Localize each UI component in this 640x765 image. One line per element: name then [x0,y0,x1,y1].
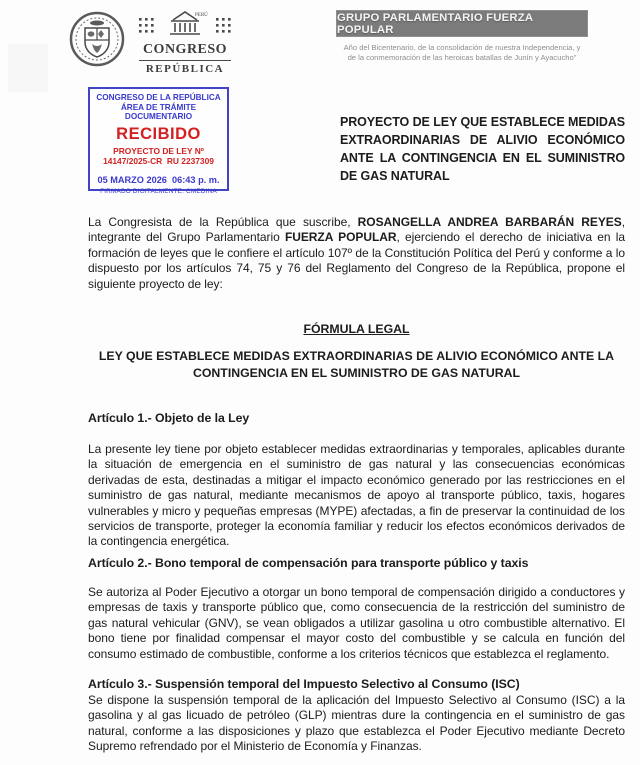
congress-wordmark [133,10,237,75]
wordmark-divider [139,60,231,61]
intro-part-1: La Congresista de la República que suscribe, [88,215,358,229]
formula-legal-heading [88,322,625,336]
stamp-datetime: 05 MARZO 2026 06:43 p. m. [97,174,220,185]
article-1-body: La presente ley tiene por objeto establecer medidas extraordinarias y temporales, aplicables durante la situación de emergencia en el suministro de gas natural y las consecuencias económicas derivadas de esta, destinadas a mitigar el impacto económico generado por las restricciones en el suministro de gas natural, mediante mecanismos de apoyo al transporte público, taxis, hogares vulnerables y micro y pequeñas empresas (MYPE) afectadas, a fin de preservar la continuidad de los servicios de transporte, proteger la economía familiar y reducir los efectos económicos derivados de la contingencia energética. [88,442,625,549]
intro-paragraph [88,215,625,292]
stamp-project-number: 14147/2025-CR RU 2237309 [103,155,214,166]
intro-part-5: , ejerciendo el derecho de iniciativa en la formación de leyes que le confiere el artículo 107º de la Constitución Política del Perú y conforme a lo dispuesto por los artículos 74, 75 y 76 del Reglamento del Congreso de la República, propone el siguiente proyecto de ley: [88,230,625,291]
scan-artifact [8,44,48,92]
parliamentary-group-name: FUERZA POPULAR [284,230,397,245]
motto-line-2: de la conmemoración de las heroicas batallas de Junín y Ayacucho" [347,52,577,62]
stamp-received-label: RECIBIDO [116,124,201,143]
stamp-project-label: PROYECTO DE LEY Nº [113,145,204,156]
reception-stamp [88,87,229,195]
article-2-heading: Artículo 2.- Bono temporal de compensación para transporte público y taxis [88,556,529,570]
parliamentary-group-banner: GRUPO PARLAMENTARIO FUERZA POPULAR [336,10,588,37]
motto-line-1: Año del Bicentenario, de la consolidación de nuestra Independencia, y [343,43,581,52]
article-1-heading: Artículo 1.- Objeto de la Ley [88,411,250,425]
article-3-body: Se dispone la suspensión temporal de la aplicación del Impuesto Selectivo al Consumo (ISC) a la gasolina y al gas licuado de petróleo (GLP) mientras dure la contingencia en el suministro de gas natural, conforme a las disposiciones y plazo que establezca el Poder Ejecutivo mediante Decreto Supremo refrendado por el Ministerio de Economía y Finanzas. [88,693,625,754]
congress-logo [68,10,237,75]
article-2-body: Se autoriza al Poder Ejecutivo a otorgar un bono temporal de compensación dirigido a conductores y empresas de taxis y transporte público que, como consecuencia de la restricción del suministro de gas natural vehicular (GNV), se vean obligados a utilizar gasolina u otro combustible alternativo. El bono tiene por finalidad compensar el mayor costo del combustible y se calcula en función del consumo estimado de combustible, conforme a los criterios técnicos que establezca el reglamento. [88,585,625,661]
year-motto [330,43,594,62]
article-3-heading: Artículo 3.- Suspensión temporal del Impuesto Selectivo al Consumo (ISC) [88,677,520,691]
congress-wordmark-line1: CONGRESO [142,42,228,57]
intro-part-3: , integrante del Grupo Parlamentario [88,215,625,245]
law-title: LEY QUE ESTABLECE MEDIDAS EXTRAORDINARIAS DE ALIVIO ECONÓMICO ANTE LA CONTINGENCIA EN EL SUMINISTRO DE GAS NATURAL [98,349,615,380]
svg-text:PERÚ: PERÚ [195,13,208,18]
congress-wordmark-line2: REPÚBLICA [145,63,225,75]
congress-building-icon [137,10,233,41]
formula-legal-text: FÓRMULA LEGAL [303,322,410,336]
stamp-institution: CONGRESO DE LA REPÚBLICA [96,93,221,102]
stamp-office: ÁREA DE TRÁMITE DOCUMENTARIO [120,102,197,122]
bill-title: PROYECTO DE LEY QUE ESTABLECE MEDIDAS EXTRAORDINARIAS DE ALIVIO ECONÓMICO ANTE LA CONTINGENCIA EN EL SUMINISTRO DE GAS NATURAL [340,115,625,183]
stamp-digital-signature: FIRMADO DIGITALMENTE: CMEDINA [100,187,217,195]
congresswoman-name: ROSANGELLA ANDREA BARBARÁN REYES [357,215,622,229]
peru-coat-of-arms-icon [68,10,126,75]
